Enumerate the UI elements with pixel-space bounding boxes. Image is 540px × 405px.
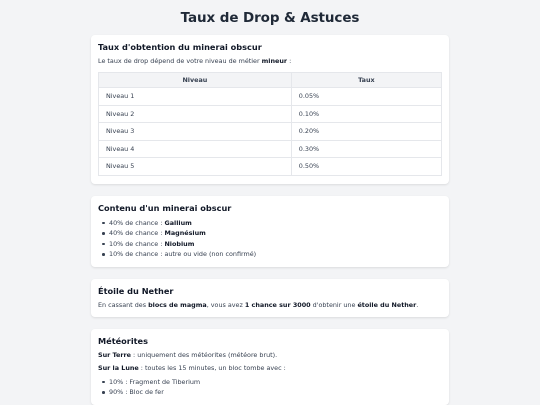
rate-cell: 0.10% bbox=[291, 105, 441, 123]
nether-star-text bbox=[98, 301, 442, 310]
table-row bbox=[99, 123, 442, 141]
drop-rates-table bbox=[98, 72, 442, 176]
moon-bold: Sur la Lune bbox=[98, 363, 139, 372]
list-item bbox=[98, 228, 442, 239]
text-part: d'obtenir une bbox=[310, 300, 358, 309]
meteorites-list bbox=[98, 377, 442, 398]
item-bold: Niobium bbox=[164, 239, 195, 248]
table-row bbox=[99, 88, 442, 106]
drop-rates-intro-end: : bbox=[287, 57, 292, 65]
table-row bbox=[99, 140, 442, 158]
rate-cell: 0.30% bbox=[291, 140, 441, 158]
drop-rates-intro-text: Le taux de drop dépend de votre niveau de métier bbox=[98, 57, 262, 65]
drop-rates-intro bbox=[98, 57, 442, 66]
earth-bold: Sur Terre bbox=[98, 350, 132, 359]
list-item bbox=[98, 218, 442, 229]
bold-part: blocs de magma bbox=[148, 300, 207, 309]
text-part: En cassant des bbox=[98, 300, 149, 309]
moon-text bbox=[98, 364, 442, 373]
header-rate: Taux bbox=[291, 73, 441, 88]
rate-cell: 0.20% bbox=[291, 123, 441, 141]
level-cell: Niveau 2 bbox=[99, 105, 292, 123]
nether-star-title: Étoile du Nether bbox=[98, 285, 174, 296]
meteorites-card bbox=[91, 329, 449, 405]
item-prefix: 10% de chance : autre ou vide (non confirmé) bbox=[109, 250, 257, 258]
level-cell: Niveau 3 bbox=[99, 123, 292, 141]
header-level: Niveau bbox=[99, 73, 292, 88]
list-item: 90% : Bloc de fer bbox=[98, 387, 442, 398]
list-item: 10% : Fragment de Tiberium bbox=[98, 377, 442, 388]
nether-star-card bbox=[91, 279, 449, 317]
item-prefix: 10% de chance : bbox=[109, 239, 165, 248]
list-item bbox=[98, 249, 442, 260]
text-part: , vous avez bbox=[206, 300, 245, 309]
table-row bbox=[99, 105, 442, 123]
earth-text bbox=[98, 351, 442, 360]
drop-rates-intro-bold: mineur bbox=[261, 57, 288, 65]
rate-cell: 0.50% bbox=[291, 158, 441, 176]
drop-rates-card bbox=[91, 35, 449, 184]
text-part: . bbox=[416, 300, 419, 309]
item-prefix: 40% de chance : bbox=[109, 218, 165, 227]
bold-part: étoile du Nether bbox=[357, 300, 417, 309]
level-cell: Niveau 4 bbox=[99, 140, 292, 158]
table-row bbox=[99, 158, 442, 176]
rate-cell: 0.05% bbox=[291, 88, 441, 106]
item-bold: Gallium bbox=[164, 218, 192, 227]
contents-title: Contenu d'un minerai obscur bbox=[98, 202, 232, 213]
level-cell: Niveau 5 bbox=[99, 158, 292, 176]
contents-card bbox=[91, 196, 449, 267]
item-bold: Magnésium bbox=[164, 229, 206, 237]
meteorites-title: Météorites bbox=[98, 335, 148, 346]
level-cell: Niveau 1 bbox=[99, 88, 292, 106]
earth-desc: : uniquement des météorites (météore brut). bbox=[131, 350, 278, 359]
item-prefix: 40% de chance : bbox=[109, 229, 165, 237]
moon-desc: : toutes les 15 minutes, un bloc tombe avec : bbox=[138, 363, 286, 372]
drop-rates-title: Taux d'obtention du minerai obscur bbox=[98, 42, 262, 52]
table-header-row bbox=[99, 73, 442, 88]
contents-list bbox=[98, 218, 442, 260]
page-title: Taux de Drop & Astuces bbox=[180, 10, 360, 26]
bold-part: 1 chance sur 3000 bbox=[244, 300, 311, 309]
list-item bbox=[98, 239, 442, 250]
